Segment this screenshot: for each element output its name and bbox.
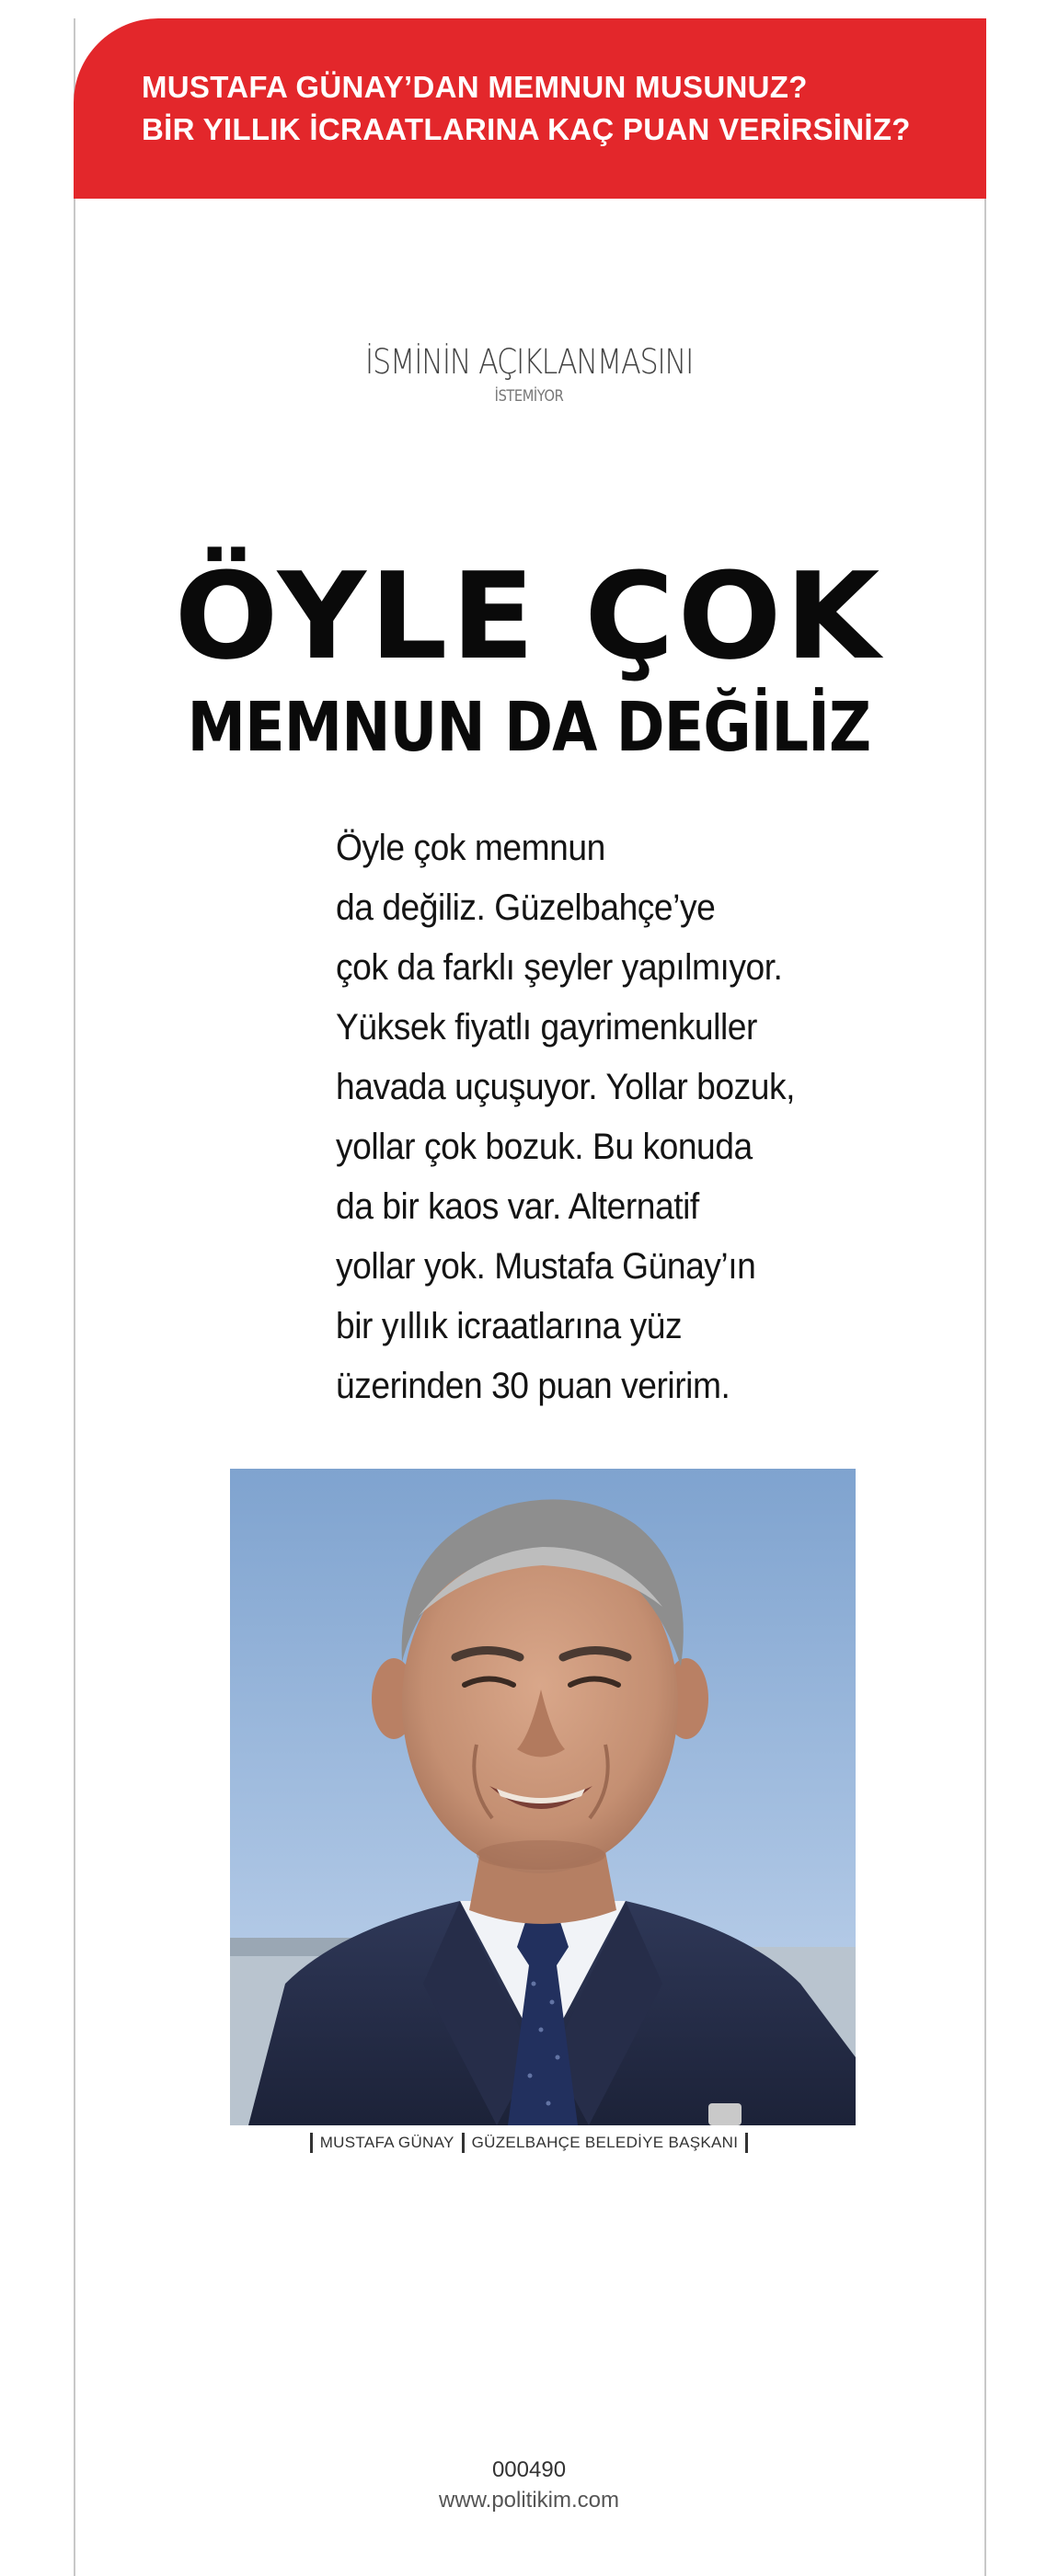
headline-main: ÖYLE ÇOK	[174, 546, 884, 686]
footer-code: 000490	[491, 2457, 567, 2482]
portrait-photo	[230, 1469, 856, 2125]
quote-line: da bir kaos var. Alternatif	[336, 1186, 699, 1227]
caption-divider	[462, 2133, 465, 2153]
quote-body	[336, 819, 906, 1416]
question-banner	[74, 18, 986, 199]
quote-line: havada uçuşuyor. Yollar bozuk,	[336, 1067, 795, 1107]
source-subtitle: İSTEMİYOR	[494, 387, 564, 406]
quote-line: Öyle çok memnun	[336, 828, 605, 868]
caption-divider	[745, 2133, 748, 2153]
quote-line: da değiliz. Güzelbahçe’ye	[336, 887, 716, 928]
caption-name: MUSTAFA GÜNAY	[319, 2134, 454, 2151]
quote-line: Yüksek fiyatlı gayrimenkuller	[336, 1007, 757, 1048]
banner-line-2: BİR YILLIK İCRAATLARINA KAÇ PUAN VERİRSİNİZ?	[142, 112, 911, 146]
footer	[0, 2456, 1058, 2516]
source-name: İSMİNİN AÇIKLANMASINI	[364, 342, 694, 382]
headline-sub: MEMNUN DA DEĞİLİZ	[187, 688, 871, 767]
quote-line: çok da farklı şeyler yapılmıyor.	[336, 947, 783, 988]
portrait-illustration	[230, 1469, 856, 2125]
caption-divider	[310, 2133, 313, 2153]
caption-title: GÜZELBAHÇE BELEDİYE BAŞKANI	[471, 2134, 739, 2151]
photo-caption	[0, 2133, 1058, 2153]
headline	[0, 546, 1058, 769]
quote-line: yollar yok. Mustafa Günay’ın	[336, 1246, 756, 1287]
banner-line-1: MUSTAFA GÜNAY’DAN MEMNUN MUSUNUZ?	[142, 70, 808, 104]
quote-line: bir yıllık icraatlarına yüz	[336, 1306, 683, 1346]
footer-website-link[interactable]: www.politikim.com	[438, 2488, 620, 2513]
source-attribution	[0, 340, 1058, 406]
quote-line: yollar çok bozuk. Bu konuda	[336, 1127, 753, 1167]
quote-line: üzerinden 30 puan veririm.	[336, 1366, 730, 1406]
